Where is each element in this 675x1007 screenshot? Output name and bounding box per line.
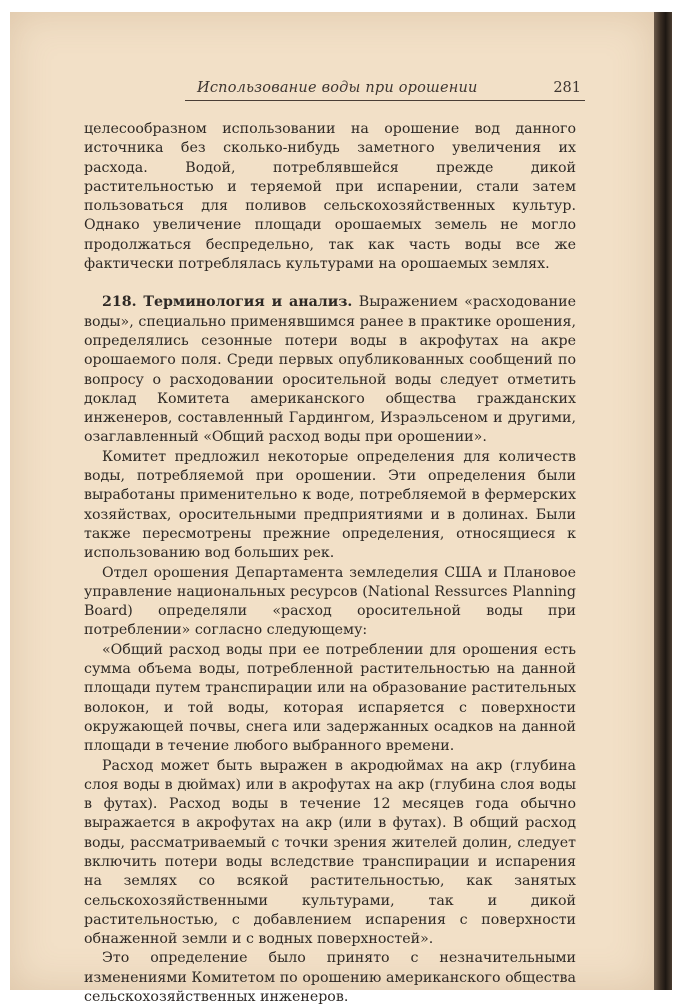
paragraph-section-218 (84, 293, 576, 447)
page-body (84, 120, 576, 1007)
book-spine (654, 12, 672, 990)
paragraph: Отдел орошения Департамента земледелия США и Плановое управление национальных ресурсов (National Ressurces Planning Board) определяли «расход оросительной воды при потреблении» согласно следующему: (84, 564, 576, 639)
quote-paragraph: «Общий расход воды при ее потреблении для орошения есть сумма объема воды, потребленной растительностью на данной площади путем транспирации или на образование растительных волокон, и той воды, которая испаряется с поверхности окружающей почвы, снега или задержанных осадков на данной площади в течение любого выбранного времени. (84, 641, 576, 755)
section-gap (84, 274, 576, 293)
paragraph-continuation: целесообразном использовании на орошение вод данного источника без сколько-нибудь заметного увеличения их расхода. Водой, потреблявшейся прежде дикой растительностью и теряемой при испарении, стали затем пользоваться для поливов сельскохозяйственных культур. Однако увеличение площади орошаемых земель не могло продолжаться беспредельно, так как часть воды все же фактически потреблялась культурами на орошаемых землях. (84, 121, 576, 273)
paragraph: Комитет предложил некоторые определения для количеств воды, потребляемой при орошении. Эти определения были выработаны применительно к воде, потребляемой в фермерских хозяйствах, оросительными предприятиями и в долинах. Были также пересмотрены прежние определения, относящиеся к использованию вод больших рек. (84, 448, 576, 562)
section-heading: 218. Терминология и анализ. (102, 294, 353, 311)
paragraph-text: Выражением «расходование воды», специально применявшимся ранее в практике орошения, определялись сезонные потери воды в акрофутах на акре орошаемого поля. Среди первых опубликованных сообщений по вопросу о расходовании оросительной воды следует отметить доклад Комитета американского общества гражданских инженеров, составленный Гардингом, Израэльсеном и другими, озаглавленный «Общий расход воды при орошении». (84, 294, 576, 446)
running-title: Использование воды при орошении (197, 80, 478, 96)
running-header (185, 78, 585, 101)
paragraph: Это определение было принято с незначительными изменениями Комитетом по орошению американского общества сельскохозяйственных инженеров. (84, 950, 576, 1006)
quote-paragraph: Расход может быть выражен в акродюймах на акр (глубина слоя воды в дюймах) или в акрофутах на акр (глубина слоя воды в футах). Расход воды в течение 12 месяцев года обычно выражается в акрофутах на акр (или в футах). В общий расход воды, рассматриваемый с точки зрения жителей долин, следует включить потери воды вследствие транспирации и испарения на землях со всякой растительностью, как занятых сельскохозяйственными культурами, так и дикой растительностью, с добавлением испарения с поверхности обнаженной земли и с водных поверхностей». (84, 757, 576, 948)
page-number: 281 (553, 80, 581, 96)
